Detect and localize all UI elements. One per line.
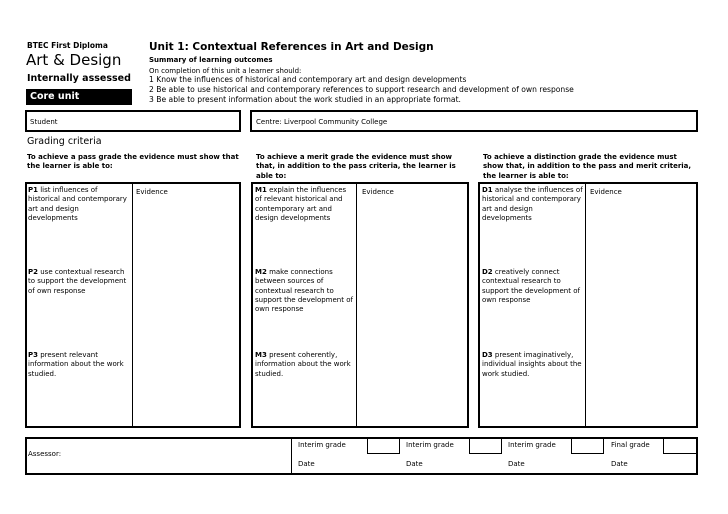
- merit-evidence-label: Evidence: [362, 188, 394, 196]
- criterion-d3: D3 present imaginatively, individual insights about the work studied.: [482, 351, 582, 378]
- criterion-m3: M3 present coherently, information about the work studied.: [255, 351, 351, 378]
- summary-intro: On completion of this unit a learner should:: [149, 67, 302, 75]
- interim-grade-label-2: Interim grade: [406, 441, 454, 449]
- interim-grade-input-3[interactable]: [571, 437, 604, 454]
- student-label: Student: [30, 118, 58, 126]
- unit-type-badge: Core unit: [26, 89, 132, 105]
- outcome-1: 1 Know the influences of historical and contemporary art and design developments: [149, 75, 467, 84]
- interim-grade-input-1[interactable]: [367, 437, 400, 454]
- merit-heading: To achieve a merit grade the evidence must show that, in addition to the pass criteria, the learner is able to:: [256, 153, 456, 180]
- centre-field: [250, 110, 698, 132]
- criterion-p3: P3 present relevant information about the work studied.: [28, 351, 124, 378]
- criterion-p2: P2 use contextual research to support the development of own response: [28, 268, 127, 295]
- criterion-p1: P1 list influences of historical and contemporary art and design developments: [28, 186, 127, 222]
- centre-label: Centre: Liverpool Community College: [256, 118, 388, 126]
- interim-grade-label-3: Interim grade: [508, 441, 556, 449]
- criterion-m2: M2 make connections between sources of contextual research to support the development of own response: [255, 268, 353, 314]
- subject-title: Art & Design: [26, 51, 122, 69]
- distinction-heading: To achieve a distinction grade the evidence must show that, in addition to the pass and merit criteria, the learner is able to:: [483, 153, 692, 180]
- student-field[interactable]: [25, 110, 241, 132]
- grading-criteria-title: Grading criteria: [27, 136, 102, 147]
- date-label-1: Date: [298, 460, 315, 468]
- final-grade-input[interactable]: [663, 437, 698, 454]
- outcome-2: 2 Be able to use historical and contemporary references to support research and development of own response: [149, 85, 574, 94]
- outcome-3: 3 Be able to present information about the work studied in an appropriate format.: [149, 95, 461, 104]
- summary-heading: Summary of learning outcomes: [149, 56, 273, 64]
- criterion-d1: D1 analyse the influences of historical and contemporary art and design developments: [482, 186, 583, 222]
- criterion-d2: D2 creatively connect contextual research to support the development of own response: [482, 268, 580, 304]
- pass-heading: To achieve a pass grade the evidence must show that the learner is able to:: [27, 153, 239, 171]
- date-label-2: Date: [406, 460, 423, 468]
- criterion-m1: M1 explain the influences of relevant historical and contemporary art and design developments: [255, 186, 347, 222]
- date-label-3: Date: [508, 460, 525, 468]
- unit-title: Unit 1: Contextual References in Art and Design: [149, 41, 434, 53]
- learning-outcomes: [149, 75, 574, 105]
- interim-grade-label-1: Interim grade: [298, 441, 346, 449]
- final-grade-label: Final grade: [611, 441, 650, 449]
- assessment-label: Internally assessed: [27, 73, 131, 84]
- interim-grade-input-2[interactable]: [469, 437, 502, 454]
- distinction-evidence-label: Evidence: [590, 188, 622, 196]
- qualification-label: BTEC First Diploma: [27, 41, 108, 50]
- date-label-4: Date: [611, 460, 628, 468]
- assessor-label: Assessor:: [28, 450, 62, 458]
- pass-evidence-label: Evidence: [136, 188, 168, 196]
